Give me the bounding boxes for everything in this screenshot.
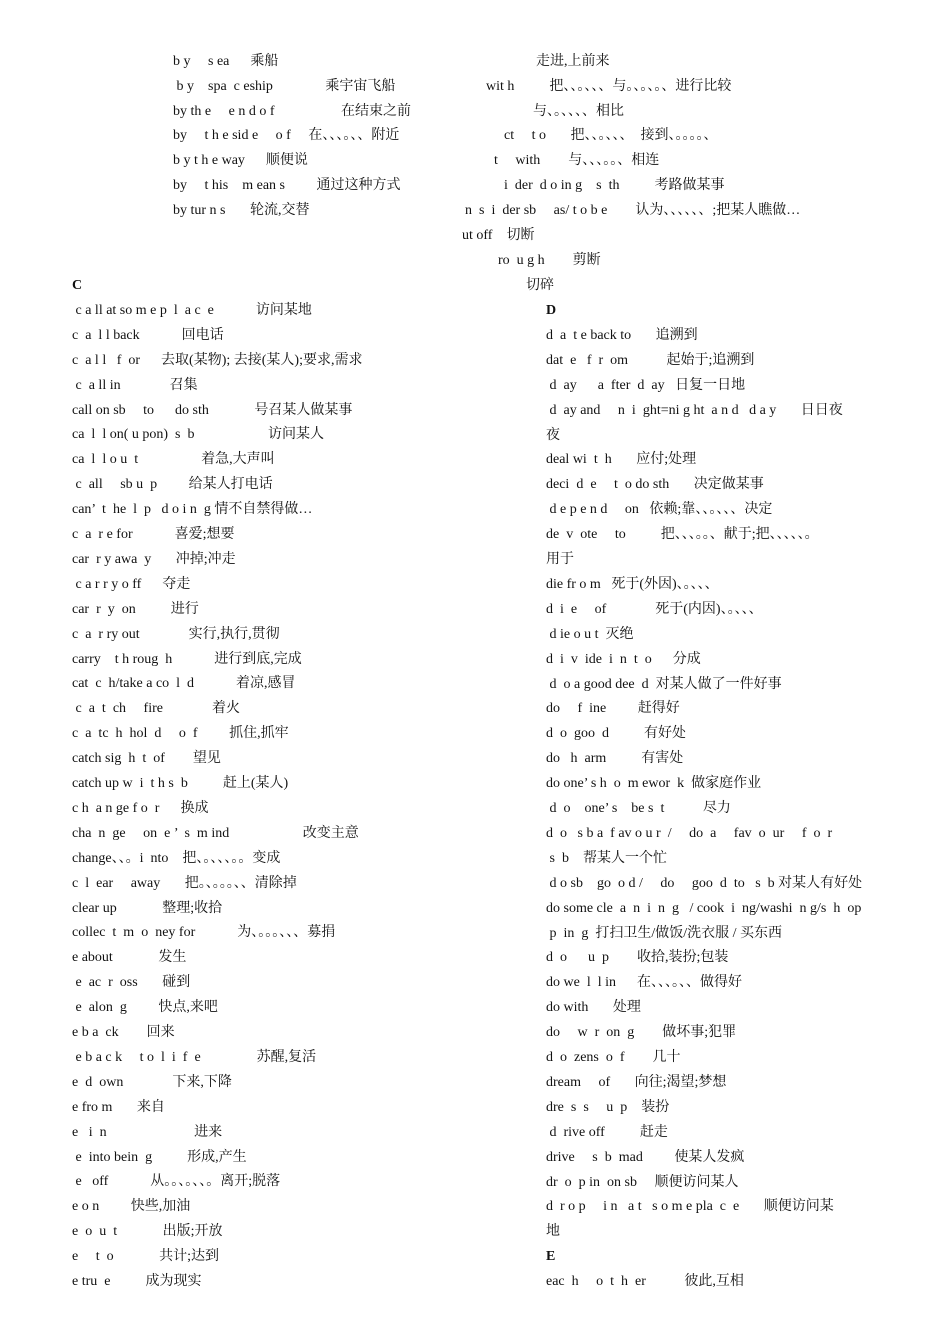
phrase-entry: d o sb go o d / do goo d to s b 对某人有好处 (546, 875, 863, 891)
phrase-entry: e alon g 快点,来吧 (72, 1000, 218, 1016)
phrase-line: b y t h e way 顺便说 (173, 153, 308, 168)
phrase-entry: c a t ch fire 着火 (72, 701, 240, 717)
phrase-entry: de v ote to 把、、、。。、献于;把、、、、、。 (546, 527, 819, 543)
phrase-entry: e i n 进来 (72, 1124, 223, 1140)
phrase-entry: do h arm 有害处 (546, 751, 684, 767)
section-letter-heading: E (546, 1249, 556, 1265)
phrase-entry: d ie o u t 灭绝 (546, 626, 634, 642)
phrase-entry: die fr o m 死于(外因)、。、、、 (546, 576, 719, 592)
phrase-entry: d ay and n i ght=ni g ht a n d d a y 日日夜 (546, 402, 843, 418)
phrase-line: b y s ea 乘船 (173, 54, 279, 69)
phrase-entry: e into bein g 形成,产生 (72, 1149, 247, 1165)
phrase-entry: call on sb to do sth 号召某人做某事 (72, 402, 353, 418)
phrase-line: by t h e sid e o f 在、、、。、、附近 (173, 128, 400, 143)
phrase-entry: deci d e t o do sth 决定做某事 (546, 477, 764, 493)
phrase-line: by th e e n d o f 在结束之前 (173, 104, 411, 119)
phrase-entry: ca l l on( u pon) s b 访问某人 (72, 427, 324, 443)
phrase-entry: c a l l back 回电话 (72, 327, 224, 343)
phrase-line: ut off 切断 (462, 228, 535, 243)
phrase-entry: c all sb u p 给某人打电话 (72, 477, 273, 493)
phrase-line: wit h 把、、。、、、与。、。、。、进行比较 (486, 79, 732, 94)
phrase-entry: cat c h/take a co l d 着凉,感冒 (72, 676, 296, 692)
phrase-entry: c a ll in 召集 (72, 377, 198, 393)
phrase-entry: e t o 共计;达到 (72, 1249, 219, 1265)
phrase-entry: c a r e for 喜爱;想要 (72, 527, 235, 542)
phrase-entry: do we l l in 在、、、。、、做得好 (546, 975, 742, 991)
phrase-entry: 用于 (546, 552, 574, 567)
phrase-line: t with 与、、、。。、相连 (494, 153, 660, 168)
phrase-entry: do f ine 赶得好 (546, 701, 680, 717)
phrase-line: ct t o 把、、。、、、 接到、。。。。、 (504, 128, 718, 143)
phrase-entry: do some cle a n i n g / cook i ng/washi n g/s h op (546, 900, 862, 916)
phrase-entry: d rive off 赶走 (546, 1124, 668, 1140)
phrase-line: i der d o in g s th 考路做某事 (504, 178, 725, 193)
phrase-entry: dr o p in on sb 顺便访问某人 (546, 1174, 739, 1190)
phrase-entry: car r y awa y 冲掉;冲走 (72, 551, 236, 567)
phrase-entry: dream of 向往;渴望;梦想 (546, 1074, 727, 1090)
phrase-entry: d o one’ s be s t 尽力 (546, 801, 731, 816)
phrase-entry: e d own 下来,下降 (72, 1074, 232, 1090)
phrase-entry: d r o p i n a t s o m e pla c e 顺便访问某 (546, 1199, 834, 1215)
phrase-entry: e o u t 出版;开放 (72, 1224, 223, 1240)
phrase-entry: catch sig h t of 望见 (72, 751, 221, 767)
phrase-entry: clear up 整理;收拾 (72, 900, 223, 916)
phrase-entry: e ac r oss 碰到 (72, 975, 191, 991)
phrase-entry: d i v ide i n t o 分成 (546, 651, 701, 667)
phrase-line: n s i der sb as/ t o b e 认为、、、、、、;把某人瞧做… (465, 203, 801, 218)
phrase-entry: d ay a fter d ay 日复一日地 (546, 377, 746, 393)
phrase-entry: catch up w i t h s b 赶上(某人) (72, 776, 289, 791)
phrase-entry: d e p e n d on 依赖;靠、、。、、、决定 (546, 502, 773, 518)
phrase-entry: change、、。i nto 把、。、、、。。变成 (72, 850, 281, 866)
phrase-entry: e o n 快些,加油 (72, 1199, 191, 1215)
phrase-entry: e b a ck 回来 (72, 1025, 175, 1040)
phrase-entry: ca l l o u t 着急,大声叫 (72, 452, 275, 468)
phrase-entry: c a l l f or 去取(某物); 去接(某人);要求,需求 (72, 352, 363, 368)
phrase-entry: p in g 打扫卫生/做饭/洗衣服 / 买东西 (546, 925, 783, 941)
phrase-entry: do one’ s h o m ewor k 做家庭作业 (546, 776, 762, 792)
phrase-entry: deal wi t h 应付;处理 (546, 452, 697, 468)
phrase-entry: drive s b mad 使某人发疯 (546, 1149, 745, 1165)
phrase-entry: d o a good dee d 对某人做了一件好事 (546, 676, 782, 692)
phrase-entry: d a t e back to 追溯到 (546, 327, 698, 343)
phrase-entry: collec t m o ney for 为、。。。、、、募捐 (72, 925, 336, 941)
phrase-entry: eac h o t h er 彼此,互相 (546, 1274, 744, 1290)
phrase-entry: 地 (546, 1224, 560, 1240)
section-letter-heading: C (72, 278, 83, 293)
phrase-entry: dre s s u p 装扮 (546, 1099, 670, 1115)
phrase-entry: c a r r y o ff 夺走 (72, 576, 191, 592)
phrase-line: 与、。、、、、相比 (533, 104, 624, 119)
phrase-entry: carry t h roug h 进行到底,完成 (72, 651, 302, 667)
phrase-entry: car r y on 进行 (72, 601, 199, 617)
phrase-entry: can’ t he l p d o i n g 情不自禁得做… (72, 502, 313, 518)
phrase-line: by tur n s 轮流,交替 (173, 203, 310, 218)
phrase-line: b y spa c eship 乘宇宙飞船 (173, 79, 396, 94)
section-letter-heading: D (546, 303, 557, 318)
phrase-entry: e b a c k t o l i f e 苏醒,复活 (72, 1049, 317, 1065)
phrase-entry: do with 处理 (546, 1000, 641, 1016)
phrase-entry: e about 发生 (72, 950, 187, 966)
phrase-entry: cha n ge on e ’ s m ind 改变主意 (72, 825, 359, 841)
phrase-entry: d o u p 收拾,装扮;包装 (546, 950, 729, 966)
phrase-entry: c h a n ge f o r 换成 (72, 800, 209, 816)
phrase-entry: dat e f r om 起始于;追溯到 (546, 352, 755, 368)
phrase-entry: s b 帮某人一个忙 (546, 850, 667, 866)
phrase-entry: d i e of 死于(内因)、。、、、 (546, 601, 763, 617)
phrase-entry: e off 从。。、。、、。离开;脱落 (72, 1174, 281, 1190)
phrase-entry: do w r on g 做坏事;犯罪 (546, 1025, 737, 1041)
phrase-entry: d o goo d 有好处 (546, 726, 686, 742)
phrase-entry: c a ll at so m e p l a c e 访问某地 (72, 302, 312, 318)
phrase-line: by t his m ean s 通过这种方式 (173, 178, 401, 193)
phrase-entry: e fro m 来自 (72, 1099, 165, 1115)
phrase-entry: d o zens o f 几十 (546, 1050, 681, 1065)
phrase-entry: c l ear away 把。、。。。、、清除掉 (72, 875, 297, 891)
phrase-entry: e tru e 成为现实 (72, 1274, 202, 1289)
phrase-entry: c a tc h hol d o f 抓住,抓牢 (72, 726, 289, 742)
phrase-entry: d o s b a f av o u r / do a fav o ur f o r (546, 825, 833, 841)
phrase-line: 走进,上前来 (536, 54, 610, 69)
phrase-line: ro u g h 剪断 (498, 253, 601, 268)
phrase-entry: 夜 (546, 427, 560, 443)
phrase-entry: c a r ry out 实行,执行,贯彻 (72, 626, 280, 642)
phrase-line: 切碎 (526, 278, 554, 293)
